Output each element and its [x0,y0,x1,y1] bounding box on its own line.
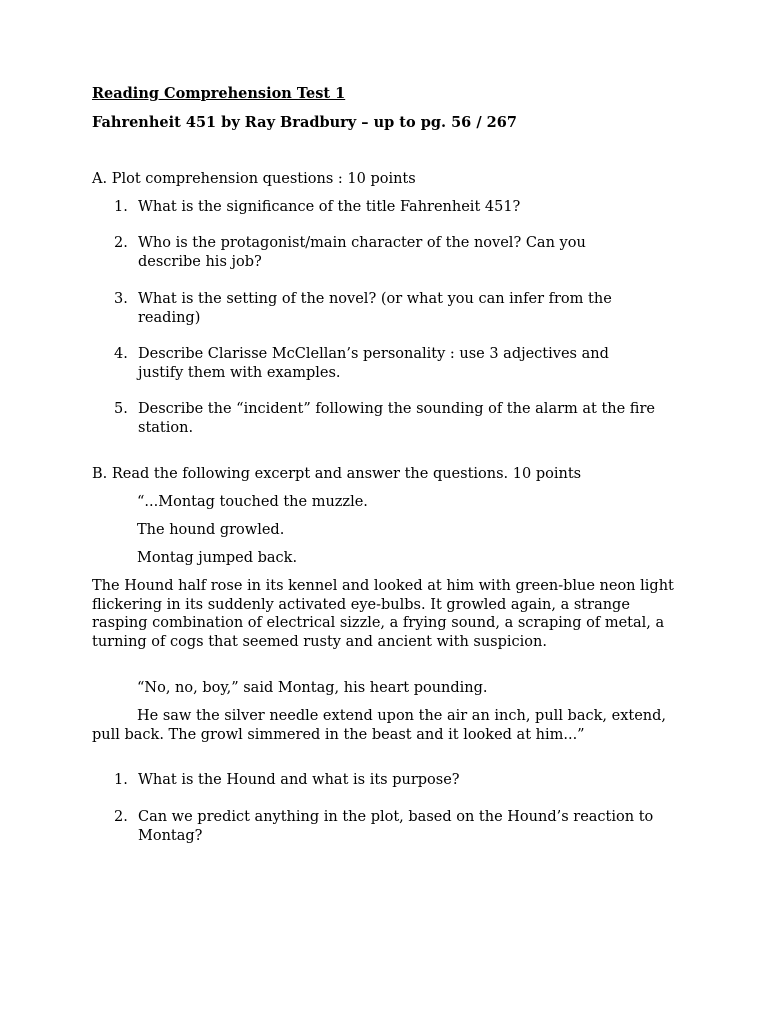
question-text: Describe the “incident” following the sounding of the alarm at the fire station. [138,401,655,436]
question-number: 2. [114,809,128,825]
question-text: Describe Clarisse McClellan’s personality : use 3 adjectives and justify them with examples. [138,346,609,381]
excerpt-line: “...Montag touched the muzzle. [137,494,368,510]
section-b-heading: B. Read the following excerpt and answer the questions. 10 points [92,466,582,482]
question-number: 1. [114,199,128,215]
section-a-heading: A. Plot comprehension questions : 10 points [92,171,416,187]
question-text: Who is the protagonist/main character of the novel? Can you describe his job? [138,235,586,270]
question-text: What is the Hound and what is its purpose? [138,772,460,788]
page-subtitle: Fahrenheit 451 by Ray Bradbury – up to pg. 56 / 267 [92,114,517,131]
question-text: Can we predict anything in the plot, based on the Hound’s reaction to Montag? [138,809,654,844]
question-number: 1. [114,772,128,788]
question-number: 5. [114,401,128,417]
excerpt-line: Montag jumped back. [137,550,298,566]
question-text: What is the significance of the title Fahrenheit 451? [138,199,521,215]
page-title: Reading Comprehension Test 1 [92,85,346,102]
question-text: What is the setting of the novel? (or what you can infer from the reading) [138,291,612,326]
question-number: 4. [114,346,128,362]
excerpt-line: The hound growled. [137,522,285,538]
question-number: 2. [114,235,128,251]
question-number: 3. [114,291,128,307]
excerpt-paragraph: He saw the silver needle extend upon the air an inch, pull back, extend, pull back. The growl simmered in the beast and it looked at him...” [92,708,667,743]
excerpt-line: “No, no, boy,” said Montag, his heart pounding. [137,680,488,696]
excerpt-paragraph: The Hound half rose in its kennel and looked at him with green-blue neon light flickering in its suddenly activated eye-bulbs. It growled again, a strange rasping combination of electrical sizzle, a frying sound, a scraping of metal, a turning of cogs that seemed rusty and ancient with suspicion. [92,578,674,650]
